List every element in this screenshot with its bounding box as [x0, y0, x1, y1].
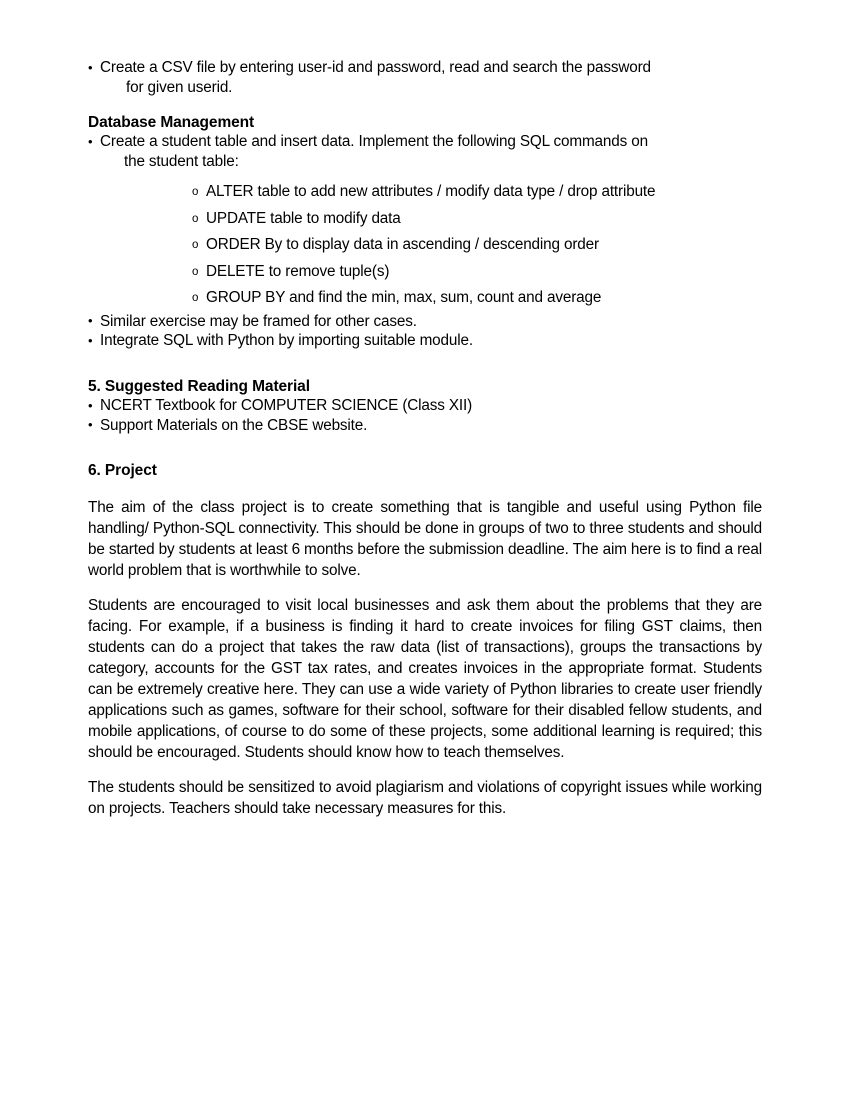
- csv-bullet-list: [88, 58, 722, 97]
- list-item: o GROUP BY and find the min, max, sum, count and average: [192, 285, 762, 312]
- page-content: [88, 58, 762, 819]
- project-paragraph-1: The aim of the class project is to create something that is tangible and useful using Python file handling/ Python-SQL connectivity. This should be done in groups of two to three students and should be started by students at least 6 months before the submission deadline. The aim here is to find a real world problem that is worthwhile to solve.: [88, 498, 762, 579]
- student-table-bullet-list: [88, 132, 732, 171]
- list-item: • Similar exercise may be framed for other cases.: [88, 312, 762, 332]
- sql-commands-list: [192, 179, 762, 312]
- student-bullet-line1: Create a student table and insert data. Implement the following SQL commands on: [100, 133, 648, 151]
- list-item: o ALTER table to add new attributes / modify data type / drop attribute: [192, 179, 762, 206]
- list-item: • Support Materials on the CBSE website.: [88, 416, 762, 436]
- list-item: [88, 58, 722, 97]
- csv-bullet-line1: Create a CSV file by entering user-id and password, read and search the password: [100, 59, 651, 76]
- heading-suggested-reading: 5. Suggested Reading Material: [88, 377, 310, 395]
- list-item: [88, 132, 732, 171]
- project-paragraph-2: Students are encouraged to visit local businesses and ask them about the problems that they are facing. For example, if a business is finding it hard to create invoices for filing GST claims, then students can do a project that takes the raw data (list of transactions), groups the transactions by category, accounts for the GST tax rates, and creates invoices in the appropriate format. Students can be extremely creative here. They can use a wide variety of Python libraries to create user friendly applications such as games, software for their school, software for their disabled fellow students, and mobile applications, of course to do some of these projects, some additional learning is required; this should be encouraged. Students should know how to teach themselves.: [88, 596, 762, 761]
- list-item: o DELETE to remove tuple(s): [192, 259, 762, 286]
- project-paragraph-3: The students should be sensitized to avoid plagiarism and violations of copyright issues while working on projects. Teachers should take necessary measures for this.: [88, 778, 762, 817]
- list-item: • NCERT Textbook for COMPUTER SCIENCE (Class XII): [88, 396, 762, 416]
- list-item: • Integrate SQL with Python by importing suitable module.: [88, 331, 762, 351]
- list-item: o ORDER By to display data in ascending / descending order: [192, 232, 762, 259]
- reading-material-list: [88, 396, 762, 435]
- csv-bullet-line2: for given userid.: [126, 78, 233, 96]
- heading-project: 6. Project: [88, 462, 157, 480]
- database-closing-bullet-list: [88, 312, 762, 351]
- heading-database-management: Database Management: [88, 114, 255, 131]
- student-bullet-line2: the student table:: [124, 152, 239, 170]
- list-item: o UPDATE table to modify data: [192, 206, 762, 233]
